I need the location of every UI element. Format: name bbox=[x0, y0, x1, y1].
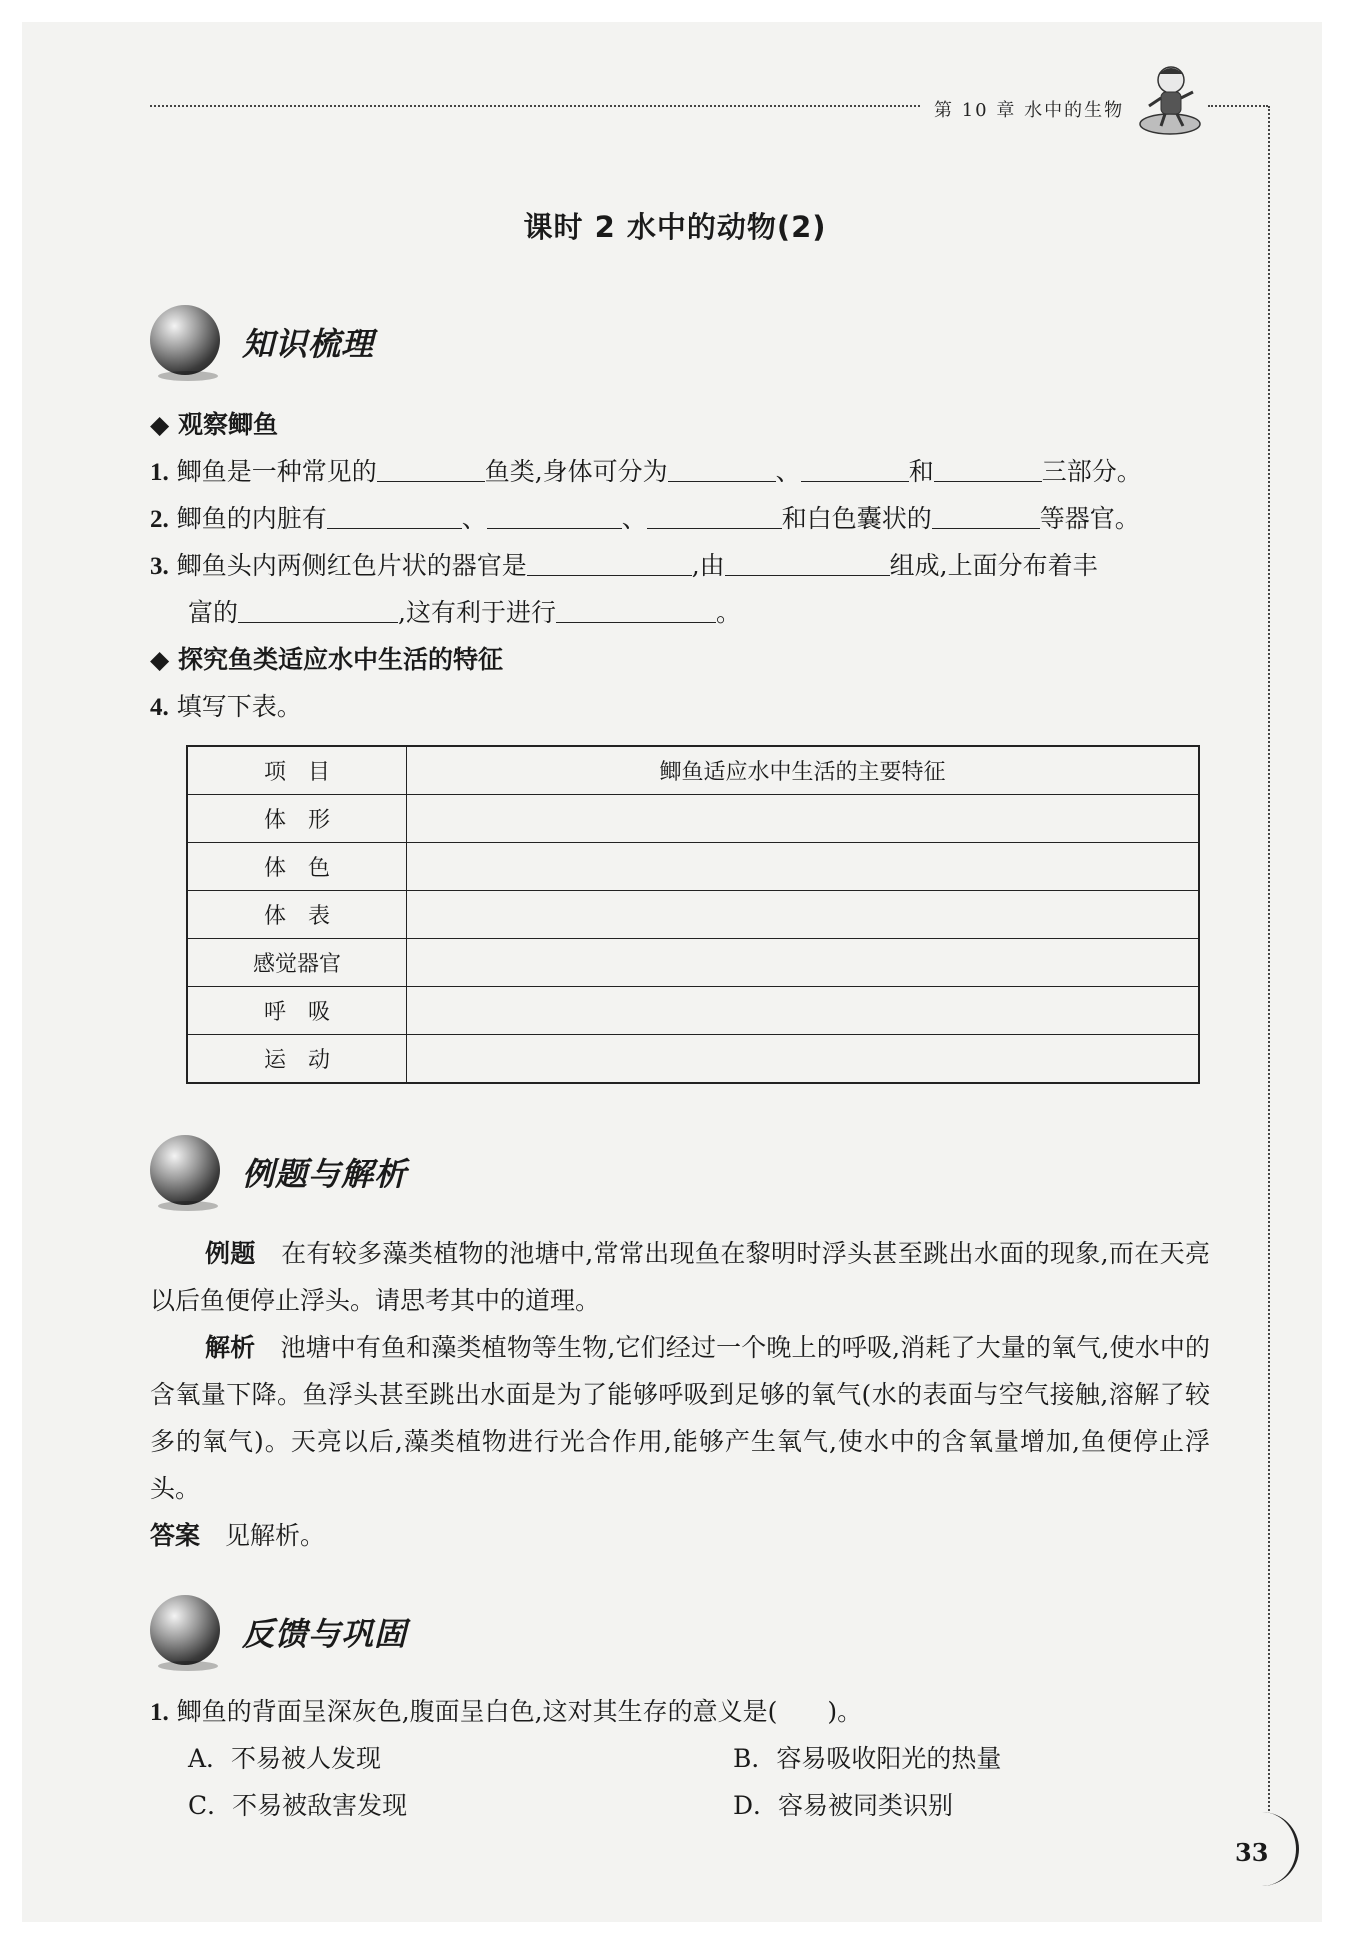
text: ,由 bbox=[691, 551, 725, 580]
table-row bbox=[187, 987, 1199, 1035]
example-answer bbox=[150, 1512, 1210, 1559]
text: 在有较多藻类植物的池塘中,常常出现鱼在黎明时浮头甚至跳出水面的现象,而在天亮以后鱼便停止浮头。请思考其中的道理。 bbox=[150, 1239, 1210, 1315]
row-label: 体 表 bbox=[187, 891, 407, 939]
text: 鱼类,身体可分为 bbox=[484, 457, 668, 486]
question-1 bbox=[150, 455, 1142, 490]
table-row bbox=[187, 843, 1199, 891]
table-header: 鲫鱼适应水中生活的主要特征 bbox=[407, 746, 1200, 795]
question-number: 1. bbox=[150, 1699, 169, 1726]
subheading-text: 探究鱼类适应水中生活的特征 bbox=[177, 645, 503, 674]
row-label: 感觉器官 bbox=[187, 939, 407, 987]
answer-cell[interactable] bbox=[407, 795, 1200, 843]
fill-blank[interactable] bbox=[377, 455, 485, 482]
table-row bbox=[187, 1035, 1199, 1084]
example-question bbox=[150, 1230, 1210, 1324]
option-b[interactable]: B．容易吸收阳光的热量 bbox=[733, 1744, 1002, 1773]
text: 三部分。 bbox=[1041, 457, 1142, 486]
question-3-cont bbox=[188, 596, 741, 630]
question-number: 4. bbox=[150, 694, 169, 721]
feedback-question-1 bbox=[150, 1695, 862, 1730]
fill-blank[interactable] bbox=[647, 502, 782, 529]
answer-label: 答案 bbox=[150, 1521, 201, 1550]
fill-blank[interactable] bbox=[327, 502, 462, 529]
text: 鲫鱼是一种常见的 bbox=[176, 457, 377, 486]
row-label: 呼 吸 bbox=[187, 987, 407, 1035]
question-number: 1. bbox=[150, 459, 169, 486]
page-number: 33 bbox=[1235, 1838, 1269, 1867]
text: 见解析。 bbox=[225, 1521, 326, 1550]
row-label: 运 动 bbox=[187, 1035, 407, 1084]
example-label: 例题 bbox=[205, 1239, 256, 1268]
fill-blank[interactable] bbox=[556, 596, 716, 623]
option-c[interactable]: C．不易被敌害发现 bbox=[188, 1791, 408, 1820]
fill-blank[interactable] bbox=[527, 549, 692, 576]
answer-cell[interactable] bbox=[407, 1035, 1200, 1084]
row-label: 体 形 bbox=[187, 795, 407, 843]
text: ,这有利于进行 bbox=[398, 598, 556, 627]
fill-blank[interactable] bbox=[934, 455, 1042, 482]
section-title: 反馈与巩固 bbox=[242, 1615, 408, 1653]
text: 鲫鱼的内脏有 bbox=[176, 504, 327, 533]
example-analysis bbox=[150, 1324, 1210, 1512]
text: 和 bbox=[908, 457, 934, 486]
option-d[interactable]: D．容易被同类识别 bbox=[733, 1791, 954, 1820]
fill-blank[interactable] bbox=[801, 455, 909, 482]
fill-blank[interactable] bbox=[725, 549, 890, 576]
text: 池塘中有鱼和藻类植物等生物,它们经过一个晚上的呼吸,消耗了大量的氧气,使水中的含氧量下降。鱼浮头甚至跳出水面是为了能够呼吸到足够的氧气(水的表面与空气接触,溶解了较多的氧气)。天亮以后,藻类植物进行光合作用,能够产生氧气,使水中的含氧量增加,鱼便停止浮头。 bbox=[150, 1333, 1210, 1503]
header-dotted-rule-right bbox=[1208, 105, 1268, 107]
question-3 bbox=[150, 549, 1098, 584]
lesson-title: 课时 2 水中的动物(2) bbox=[523, 210, 827, 244]
globe-icon bbox=[150, 305, 220, 375]
fill-blank[interactable] bbox=[238, 596, 398, 623]
right-dotted-margin bbox=[1268, 106, 1270, 1811]
text: 、 bbox=[621, 504, 647, 533]
section-title: 知识梳理 bbox=[242, 325, 375, 363]
subheading-explore: ◆ 探究鱼类适应水中生活的特征 bbox=[150, 645, 503, 674]
question-2 bbox=[150, 502, 1140, 537]
answer-cell[interactable] bbox=[407, 843, 1200, 891]
text: 填写下表。 bbox=[176, 692, 302, 721]
answer-cell[interactable] bbox=[407, 987, 1200, 1035]
chapter-header: 第 10 章 水中的生物 bbox=[934, 100, 1125, 121]
table-header-row bbox=[187, 746, 1199, 795]
table-row bbox=[187, 939, 1199, 987]
question-number: 2. bbox=[150, 506, 169, 533]
table-header: 项 目 bbox=[187, 746, 407, 795]
question-4 bbox=[150, 690, 302, 725]
text: 、 bbox=[461, 504, 487, 533]
text: 富的 bbox=[188, 598, 239, 627]
subheading-text: 观察鲫鱼 bbox=[177, 410, 278, 439]
mascot-icon bbox=[1135, 62, 1205, 142]
text: 鲫鱼头内两侧红色片状的器官是 bbox=[176, 551, 527, 580]
option-a[interactable]: A．不易被人发现 bbox=[188, 1744, 382, 1773]
globe-icon bbox=[150, 1135, 220, 1205]
answer-cell[interactable] bbox=[407, 939, 1200, 987]
fill-blank[interactable] bbox=[487, 502, 622, 529]
question-number: 3. bbox=[150, 553, 169, 580]
text: 。 bbox=[715, 598, 741, 627]
answer-cell[interactable] bbox=[407, 891, 1200, 939]
header-dotted-rule-left bbox=[150, 105, 920, 107]
text: 组成,上面分布着丰 bbox=[889, 551, 1098, 580]
text: 等器官。 bbox=[1039, 504, 1140, 533]
text: 鲫鱼的背面呈深灰色,腹面呈白色,这对其生存的意义是( )。 bbox=[176, 1697, 863, 1726]
text: 和白色囊状的 bbox=[781, 504, 932, 533]
feature-table bbox=[186, 745, 1200, 1084]
row-label: 体 色 bbox=[187, 843, 407, 891]
analysis-label: 解析 bbox=[205, 1333, 256, 1362]
fill-blank[interactable] bbox=[932, 502, 1040, 529]
table-row bbox=[187, 891, 1199, 939]
table-row bbox=[187, 795, 1199, 843]
text: 、 bbox=[775, 457, 801, 486]
section-title: 例题与解析 bbox=[242, 1155, 408, 1193]
subheading-observe: ◆ 观察鲫鱼 bbox=[150, 410, 278, 439]
fill-blank[interactable] bbox=[668, 455, 776, 482]
globe-icon bbox=[150, 1595, 220, 1665]
